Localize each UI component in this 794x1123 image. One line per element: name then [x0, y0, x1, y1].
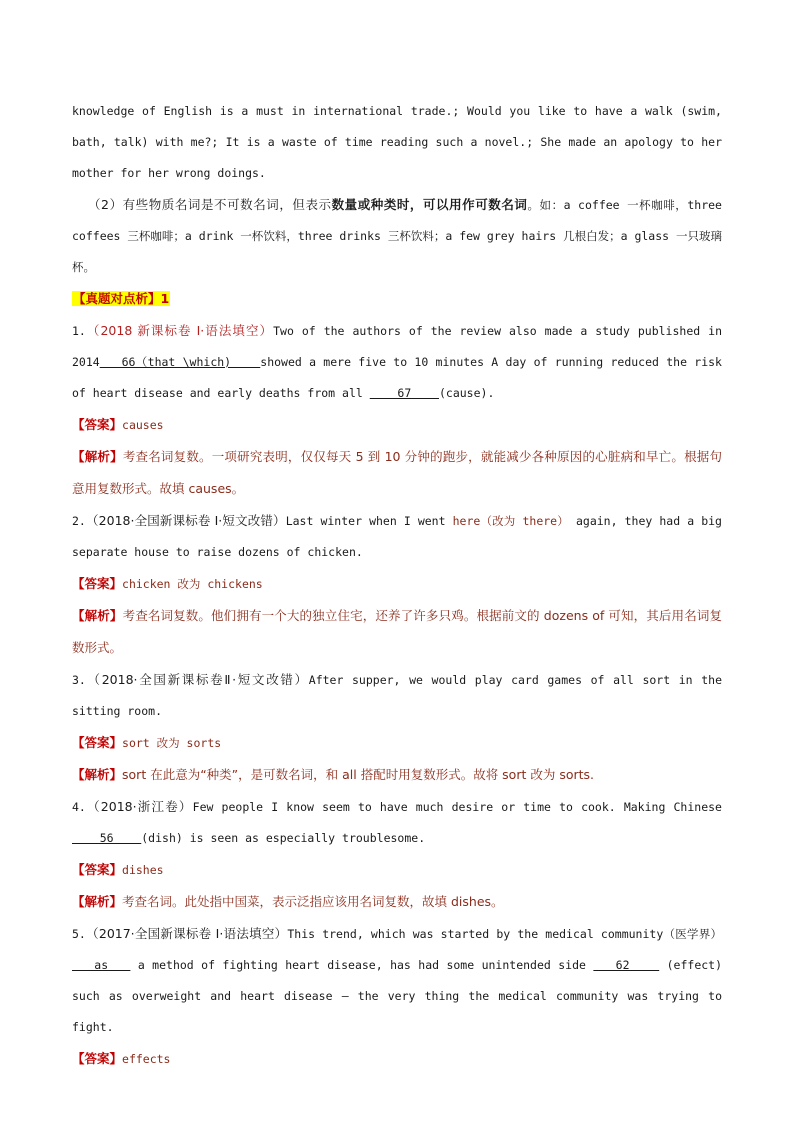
q3-answer-tag: 【答案】 — [72, 735, 123, 750]
q2-source: （2018·全国新课标卷 I·短文改错） — [85, 513, 286, 528]
q5-text-c: (effect) such as overweight and heart disease — the very thing the medical community was trying to fight. — [72, 958, 723, 1034]
q2-text-a: Last winter when I went — [285, 514, 446, 528]
q2-analysis: 考查名词复数。他们拥有一个大的独立住宅，还养了许多只鸡。根据前文的 dozens of 可知，其后用名词复数形式。 — [72, 608, 722, 655]
section-title: 【真题对点析】1 — [73, 291, 170, 306]
q1-text-a: Two of the authors of the review also made a study published in 2014 — [72, 324, 723, 369]
q5-blank-62: 62 — [593, 958, 660, 972]
intro-p2-a: （2）有些物质名词是不可数名词，但表示 — [88, 197, 332, 212]
q2-answer: chicken 改为 chickens — [122, 577, 263, 591]
q5-text-a: This trend, which was started by the medical community（医学界） — [287, 927, 723, 941]
q4-text-b: (dish) is seen as especially troublesome. — [141, 831, 426, 845]
q1-answer: causes — [122, 418, 164, 432]
q1-source: （2018 新课标卷 I·语法填空） — [85, 323, 274, 338]
q2-analysis-row — [72, 600, 722, 664]
q4-analysis-tag: 【解析】 — [72, 894, 123, 909]
q1-answer-tag: 【答案】 — [72, 417, 123, 432]
q3-num: 3. — [72, 673, 86, 687]
q5-text-b: a method of fighting heart disease, has had some unintended side — [137, 958, 586, 972]
intro-paragraph-2 — [72, 189, 722, 283]
q1-analysis: 考查名词复数。一项研究表明，仅仅每天 5 到 10 分钟的跑步，就能减少各种原因的心脏病和早亡。根据句意用复数形式。故填 causes。 — [72, 449, 722, 496]
q4-analysis: 考查名词。此处指中国菜，表示泛指应该用名词复数，故填 dishes。 — [122, 894, 504, 909]
intro-p2-bold: 数量或种类时，可以用作可数名词 — [331, 197, 528, 212]
q4-blank-56: 56 — [72, 831, 142, 845]
q4-analysis-row — [72, 886, 722, 918]
q4-answer-row — [72, 854, 722, 886]
q2-analysis-tag: 【解析】 — [72, 608, 123, 623]
question-2 — [72, 505, 722, 568]
q3-analysis-tag: 【解析】 — [72, 767, 123, 782]
section-title-row — [72, 283, 722, 315]
q3-analysis-row — [72, 759, 722, 791]
q5-answer-tag: 【答案】 — [72, 1051, 123, 1066]
q5-answer: effects — [122, 1052, 171, 1066]
q3-answer-row — [72, 727, 722, 759]
q1-blank-66: 66（that \which) — [99, 355, 261, 369]
q5-blank-as: as — [72, 958, 131, 972]
question-4 — [72, 791, 722, 854]
q3-text: After supper, we would play card games of all sort in the sitting room. — [72, 673, 722, 718]
q2-fix: here（改为 there） — [452, 514, 569, 528]
q2-answer-row — [72, 568, 722, 600]
q5-num: 5. — [72, 927, 86, 941]
q2-text-b: again, they had a big separate house to raise dozens of chicken. — [72, 514, 722, 559]
q2-answer-tag: 【答案】 — [72, 576, 123, 591]
question-5 — [72, 918, 722, 1043]
q1-text-c: (cause). — [438, 386, 495, 400]
question-1 — [72, 315, 722, 409]
q4-source: （2018·浙江卷） — [85, 799, 193, 814]
q3-analysis: sort 在此意为“种类”，是可数名词，和 all 搭配时用复数形式。故将 sort 改为 sorts. — [122, 767, 595, 782]
q1-blank-67: 67 — [369, 386, 439, 400]
q3-source: （2018·全国新课标卷Ⅱ·短文改错） — [85, 672, 309, 687]
intro-paragraph-1 — [72, 96, 722, 189]
q1-answer-row — [72, 409, 722, 441]
q4-answer: dishes — [122, 863, 164, 877]
q4-text-a: Few people I know seem to have much desire or time to cook. Making Chinese — [192, 800, 722, 814]
intro-p2-c: 。如：a coffee 一杯咖啡，three coffees 三杯咖啡；a drink 一杯饮料，three drinks 三杯饮料；a few grey hairs 几根白发；a glass 一只玻璃杯。 — [72, 198, 722, 274]
q3-answer: sort 改为 sorts — [122, 736, 222, 750]
q1-analysis-row — [72, 441, 722, 505]
question-3 — [72, 664, 722, 727]
q1-text-b: showed a mere five to 10 minutes A day of running reduced the risk of heart disease and early deaths from all — [72, 355, 722, 400]
q1-analysis-tag: 【解析】 — [72, 449, 123, 464]
intro-text: knowledge of English is a must in international trade.; Would you like to have a walk (swim, bath, talk) with me?; It is a waste of time reading such a novel.; She made an apology to her mother for her wrong doings. — [72, 104, 722, 180]
q2-num: 2. — [72, 514, 86, 528]
q4-answer-tag: 【答案】 — [72, 862, 123, 877]
q5-source: （2017·全国新课标卷 I·语法填空） — [85, 926, 288, 941]
q4-num: 4. — [72, 800, 86, 814]
q1-num: 1. — [72, 324, 86, 338]
q5-answer-row — [72, 1043, 722, 1075]
